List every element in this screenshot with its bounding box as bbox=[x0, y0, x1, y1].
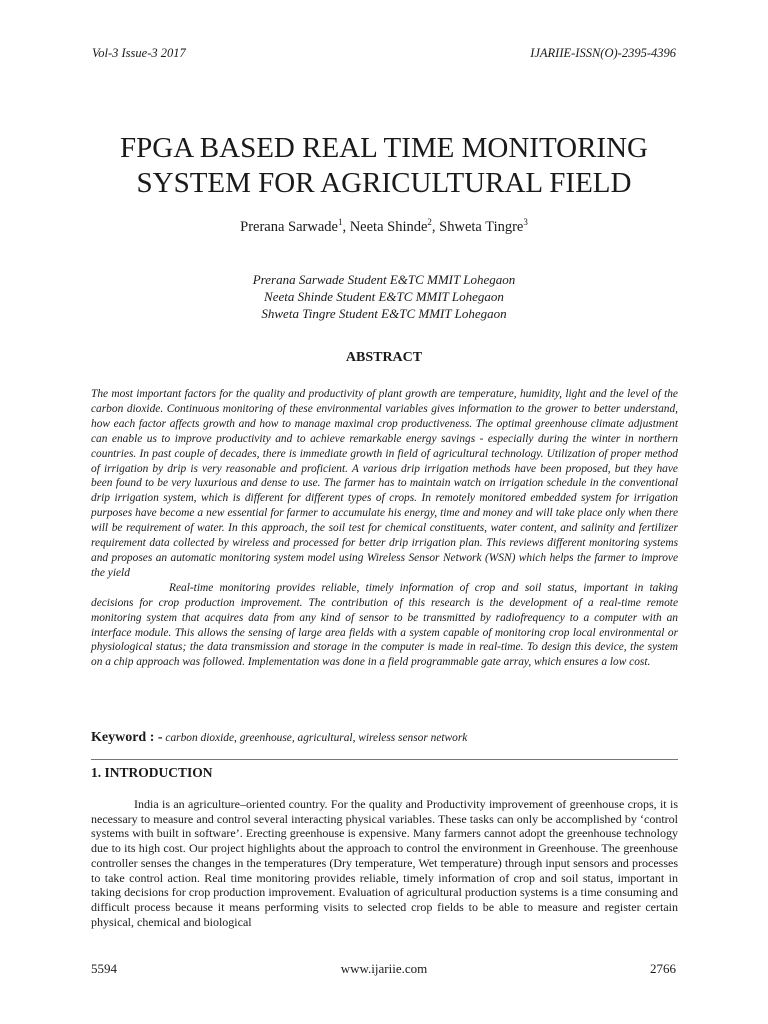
abstract-body bbox=[91, 387, 678, 670]
footer-page-number: 2766 bbox=[650, 961, 676, 976]
header-volume: Vol-3 Issue-3 2017 bbox=[92, 46, 186, 60]
author-name: Shweta Tingre bbox=[439, 218, 524, 235]
author-sep: , bbox=[342, 218, 350, 235]
author-list bbox=[60, 217, 708, 236]
header-issn: IJARIIE-ISSN(O)-2395-4396 bbox=[530, 46, 676, 60]
author-sup: 1 bbox=[337, 217, 343, 227]
affiliation-line: Prerana Sarwade Student E&TC MMIT Lohegaon bbox=[252, 272, 516, 287]
footer-page-id: 5594 bbox=[91, 961, 117, 976]
keyword-line bbox=[91, 730, 467, 746]
author-name: Prerana Sarwade bbox=[240, 218, 338, 235]
author-name: Neeta Shinde bbox=[349, 218, 428, 235]
introduction-paragraph: India is an agriculture–oriented country. For the quality and Productivity improvement of greenhouse crops, it is necessary to measure and control several interacting physical variables. These tasks can only be accomplished by ‘control systems with built in software’. Erecting greenhouse is expensive. Many farmers cannot adopt the greenhouse technology due to its high cost. Our project highlights about the approach to control the environment in Greenhouse. The greenhouse controller senses the changes in the temperatures (Dry temperature, Wet temperature) through input sensors and processes to take control action. Real time monitoring provides reliable, timely information of crop and soil status, important in taking decisions for crop production improvement. Evaluation of agricultural production systems is a time consuming and difficult process because it means performing visits to selected crop fields to be able to measure and register certain physical, chemical and biological bbox=[91, 797, 678, 929]
author-sep: , bbox=[431, 218, 440, 235]
keyword-text: carbon dioxide, greenhouse, agricultural, wireless sensor network bbox=[162, 732, 468, 744]
keyword-label: Keyword : - bbox=[91, 730, 163, 745]
affiliation-block bbox=[60, 271, 708, 322]
abstract-heading: ABSTRACT bbox=[345, 350, 423, 365]
section-divider bbox=[91, 759, 678, 760]
abstract-paragraph: Real-time monitoring provides reliable, timely information of crop and soil status, important in taking decisions for crop production improvement. The contribution of this research is the development of a real-time remote monitoring system that acquires data from any kind of sensor to be transmitted by radiofrequency to a computer with an interface module. This allows the sensing of large area fields with a system capable of monitoring crop local environmental or physiological status; the data transmission and storage in the computer is made in real-time. To design this device, the system on a chip approach was followed. Implementation was done in a field programmable gate array, which ensures a low cost. bbox=[91, 581, 678, 669]
author-sup: 3 bbox=[523, 217, 528, 227]
abstract-paragraph: The most important factors for the quality and productivity of plant growth are temperature, humidity, light and the level of the carbon dioxide. Continuous monitoring of these environmental variables gives information to the grower to better understand, how each factor affects growth and how to manage maximal crop productiveness. The optimal greenhouse climate adjustment can enable us to improve productivity and to achieve remarkable energy savings - especially during the winter in northern countries. In past couple of decades, there is immediate growth in field of agricultural technology. Utilization of proper method of irrigation by drip is very reasonable and proficient. A various drip irrigation methods have been proposed, but they have been found to be very luxurious and dense to use. The farmer has to maintain watch on irrigation schedule in the conventional drip irrigation system, which is different for different types of crops. In remotely monitored embedded system for irrigation purposes have become a new essential for farmer to accumulate his energy, time and money and will take place only when there will be requirement of water. In this approach, the soil test for chemical constituents, water content, and salinity and fertilizer requirement data collected by wireless and processed for better drip irrigation plan. This reviews different monitoring systems and proposes an automatic monitoring system model using Wireless Sensor Network (WSN) which helps the farmer to improve the yield bbox=[91, 388, 678, 579]
affiliation-line: Neeta Shinde Student E&TC MMIT Lohegaon bbox=[264, 289, 504, 304]
paper-title bbox=[60, 131, 708, 201]
author-sup: 2 bbox=[427, 217, 432, 227]
section-heading-introduction: 1. INTRODUCTION bbox=[91, 765, 213, 780]
footer-website: www.ijariie.com bbox=[340, 961, 428, 976]
title-line-2: SYSTEM FOR AGRICULTURAL FIELD bbox=[136, 167, 632, 199]
title-line-1: FPGA BASED REAL TIME MONITORING bbox=[120, 132, 648, 164]
affiliation-line: Shweta Tingre Student E&TC MMIT Lohegaon bbox=[261, 306, 507, 321]
